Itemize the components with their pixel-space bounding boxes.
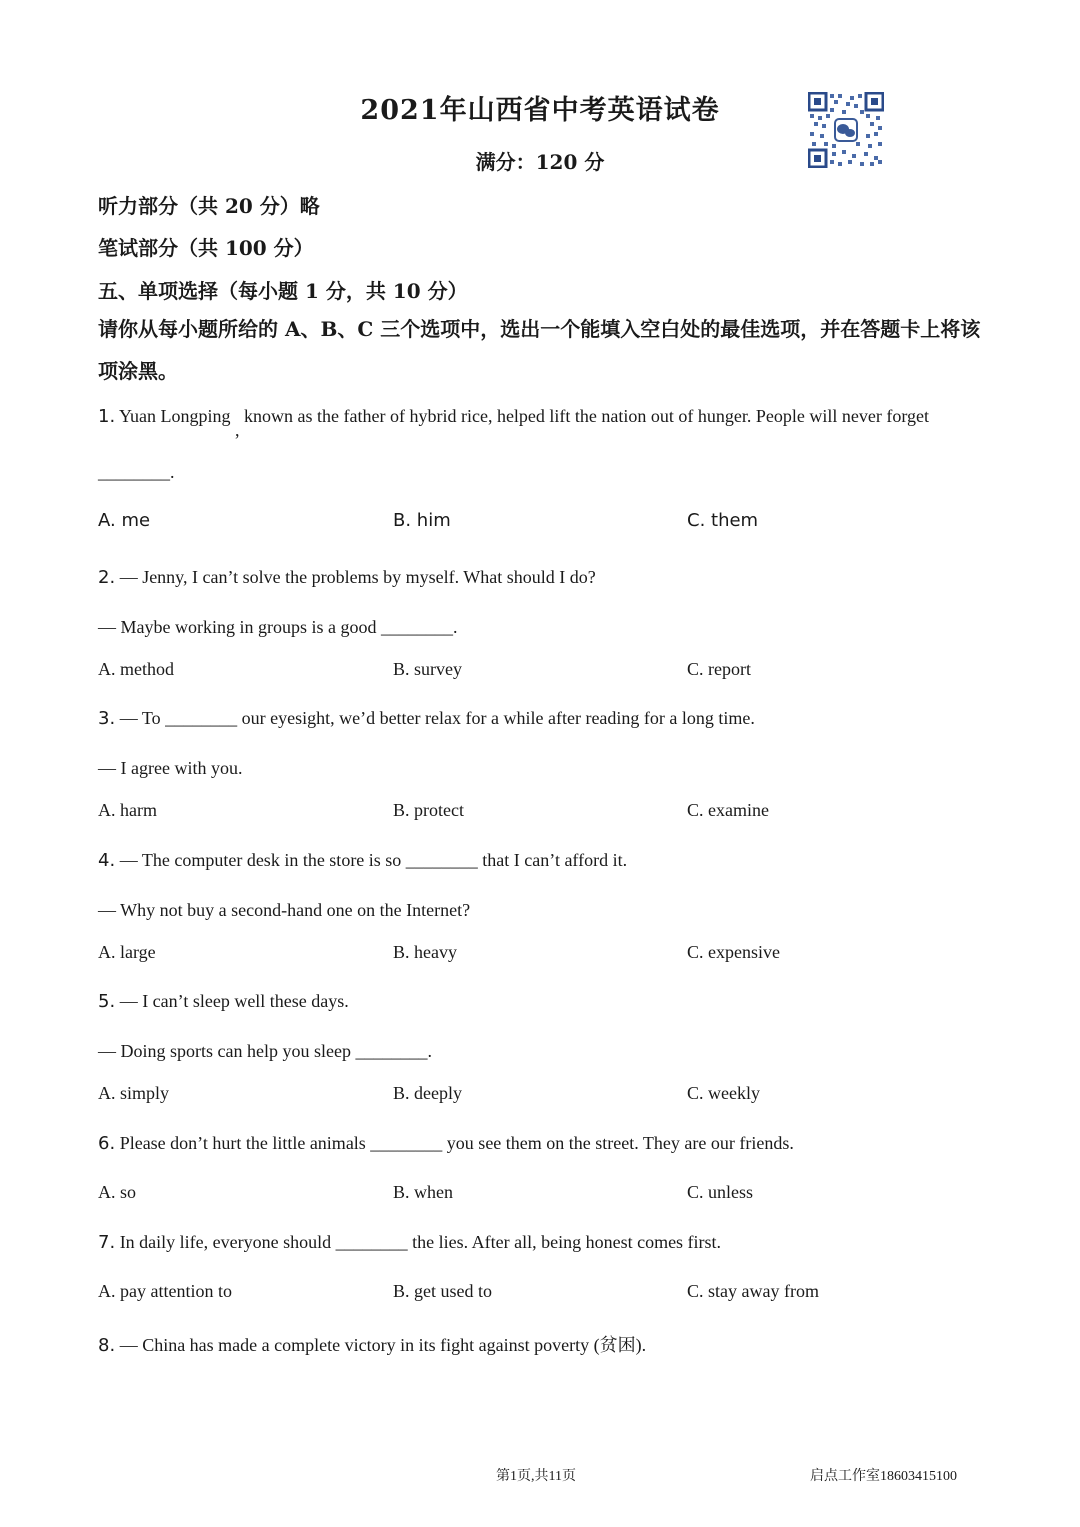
option-b: B. deeply: [393, 1083, 462, 1103]
question-6: [98, 1133, 794, 1154]
question-number: 5.: [98, 991, 116, 1012]
part-five-heading: 五、单项选择（每小题 1 分，共 10 分）: [98, 279, 468, 303]
question-stem-continued: known as the father of hybrid rice, helped lift the nation out of hunger. People will never forget: [244, 406, 930, 426]
question-4: [98, 850, 627, 871]
option-b: B. when: [393, 1182, 453, 1202]
question-stem: Yuan Longping: [119, 406, 231, 426]
listening-section: 听力部分（共 20 分）略: [98, 194, 320, 218]
option-a: A. harm: [98, 800, 157, 820]
question-number: 7.: [98, 1232, 116, 1253]
question-stem: — Jenny, I can’t solve the problems by myself. What should I do?: [119, 567, 596, 587]
question-stem: — I can’t sleep well these days.: [119, 991, 349, 1011]
option-b: B. heavy: [393, 942, 457, 962]
question-3: [98, 708, 755, 729]
question-stem: — To ________ our eyesight, we’d better relax for a while after reading for a long time.: [119, 708, 755, 728]
question-number: 6.: [98, 1133, 116, 1154]
question-stem: Please don’t hurt the little animals ________ you see them on the street. They are our friends.: [119, 1133, 794, 1153]
option-c: C. weekly: [687, 1083, 760, 1103]
option-b: B. survey: [393, 659, 462, 679]
question-stem: — China has made a complete victory in its fight against poverty (贫困).: [119, 1335, 647, 1355]
question-3-reply: — I agree with you.: [98, 758, 243, 778]
option-a: A. large: [98, 942, 156, 962]
question-7: [98, 1232, 721, 1253]
question-number: 4.: [98, 850, 116, 871]
question-5-reply: — Doing sports can help you sleep ________.: [98, 1041, 432, 1061]
option-b: B. get used to: [393, 1281, 492, 1301]
option-a: A. method: [98, 659, 174, 679]
option-c: C. expensive: [687, 942, 780, 962]
question-2: [98, 567, 596, 588]
option-a: A. me: [98, 510, 151, 531]
question-1-blank: ________.: [98, 462, 175, 482]
option-c: C. report: [687, 659, 751, 679]
question-2-reply: — Maybe working in groups is a good ________.: [98, 617, 458, 637]
question-stem: — The computer desk in the store is so ________ that I can’t afford it.: [119, 850, 628, 870]
option-a: A. simply: [98, 1083, 170, 1103]
question-number: 8.: [98, 1335, 116, 1356]
question-5: [98, 991, 349, 1012]
question-stem: In daily life, everyone should ________ the lies. After all, being honest comes first.: [119, 1232, 722, 1252]
question-number: 3.: [98, 708, 116, 729]
question-4-reply: — Why not buy a second-hand one on the Internet?: [98, 900, 471, 920]
page-number: 第1页,共11页: [496, 1469, 576, 1484]
part-five-instruction: 请你从每小题所给的 A、B、C 三个选项中，选出一个能填入空白处的最佳选项，并在答题卡上将该项涂黑。: [98, 317, 981, 383]
question-1: [98, 406, 930, 440]
full-score: 满分：120 分: [475, 150, 605, 174]
question-number: 1.: [98, 406, 116, 427]
option-b: B. him: [393, 510, 451, 531]
question-number: 2.: [98, 567, 116, 588]
written-section: 笔试部分（共 100 分）: [98, 236, 314, 260]
studio-contact: 启点工作室18603415100: [810, 1469, 957, 1484]
option-c: C. them: [687, 510, 759, 531]
option-c: C. unless: [687, 1182, 754, 1202]
question-8: [98, 1331, 646, 1357]
qr-code-icon: [808, 92, 884, 168]
option-c: C. stay away from: [687, 1281, 819, 1301]
option-b: B. protect: [393, 800, 464, 820]
option-a: A. pay attention to: [98, 1281, 232, 1301]
option-c: C. examine: [687, 800, 769, 820]
comma: ,: [235, 420, 240, 440]
exam-title: 2021年山西省中考英语试卷: [360, 95, 720, 126]
option-a: A. so: [98, 1182, 137, 1202]
